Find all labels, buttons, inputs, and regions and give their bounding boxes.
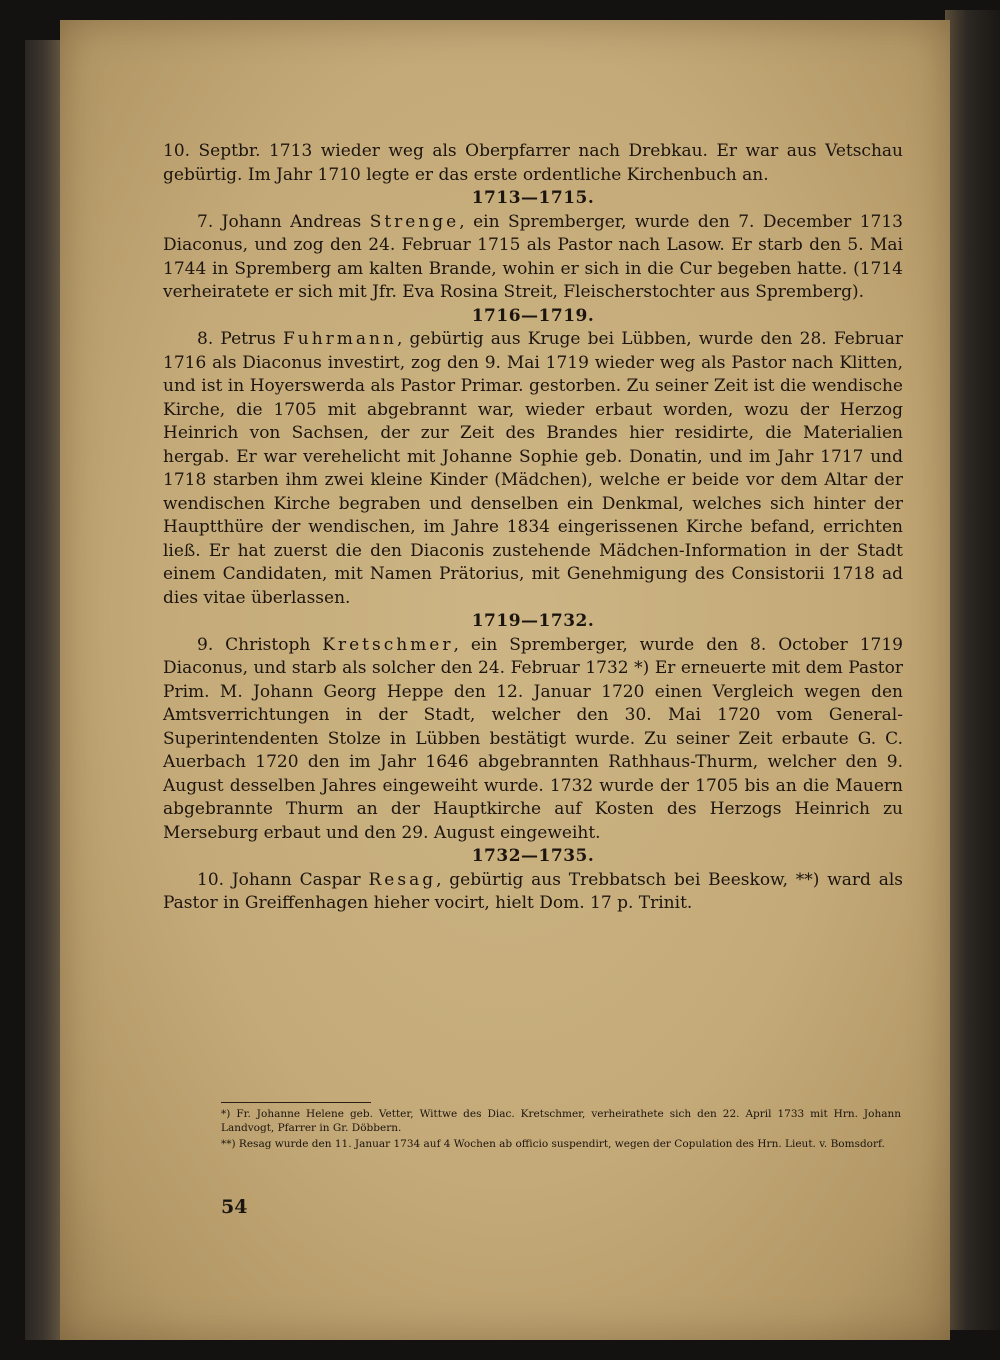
entry-name: Kretschmer xyxy=(322,634,454,655)
section-heading: 1716—1719. xyxy=(471,305,595,326)
section-heading: 1719—1732. xyxy=(471,611,595,631)
entry-paragraph xyxy=(163,328,903,610)
entry-name: Fuhrmann xyxy=(282,329,397,349)
entry-paragraph xyxy=(163,634,903,846)
entry-paragraph xyxy=(163,869,903,916)
page-number: 54 xyxy=(221,1196,248,1218)
entry-name: Resag xyxy=(368,869,437,890)
entry-lead: 9. Christoph xyxy=(197,634,323,655)
book-edge-right xyxy=(945,10,1000,1330)
entry-paragraph xyxy=(163,211,903,305)
entry-lead: 10. Johann Caspar xyxy=(197,869,369,890)
entry-lead: 8. Petrus xyxy=(197,329,283,349)
entry-name: Strenge xyxy=(369,211,460,232)
entry-body: , ein Spremberger, wurde den 7. December 1713 Diaconus, und zog den 24. Februar 1715 als Pastor nach Lasow. Er starb den 5. Mai 1744 in Spremberg am kalten Brande, wohin er sich in die Cur begeben hatte. (1714 verheiratete er sich mit Jfr. Eva Rosina Streit, Fleischerstochter aus Spremberg). xyxy=(163,211,903,302)
footnote-divider xyxy=(221,1102,371,1103)
book-spine-left xyxy=(25,40,65,1340)
entry-lead: 7. Johann Andreas xyxy=(197,211,370,232)
footnote: *) Fr. Johanne Helene geb. Vetter, Wittwe des Diac. Kretschmer, verheirathete sich den 22. April 1733 mit Hrn. Johann Landvogt, Pfarrer in Gr. Döbbern. xyxy=(221,1108,901,1134)
footnote: **) Resag wurde den 11. Januar 1734 auf 4 Wochen ab officio suspendirt, wegen der Copulation des Hrn. Lieut. v. Bomsdorf. xyxy=(221,1138,885,1150)
page-body xyxy=(163,140,903,916)
paragraph-continuation: 10. Septbr. 1713 wieder weg als Oberpfarrer nach Drebkau. Er war aus Vetschau gebürtig. Im Jahr 1710 legte er das erste ordentliche Kirchenbuch an. xyxy=(163,141,903,185)
section-heading: 1732—1735. xyxy=(471,846,595,866)
section-heading: 1713—1715. xyxy=(471,188,595,208)
entry-body: , gebürtig aus Trebbatsch bei Beeskow, **) ward als Pastor in Greiffenhagen hieher vocirt, hielt Dom. 17 p. Trinit. xyxy=(163,869,904,913)
entry-body: , ein Spremberger, wurde den 8. October 1719 Diaconus, und starb als solcher den 24. Februar 1732 *) Er erneuerte mit dem Pastor Prim. M. Johann Georg Heppe den 12. Januar 1720 einen Vergleich wegen den Amtsverrichtungen in der Stadt, welcher den 30. Mai 1720 vom General-Superintendenten Stolze in Lübben bestätigt wurde. Zu seiner Zeit erbaute G. C. Auerbach 1720 den im Jahr 1646 abgebrannten Rathhaus-Thurm, welcher den 9. August desselben Jahres eingeweiht wurde. 1732 wurde der 1705 bis an die Mauern abgebrannte Thurm an der Hauptkirche auf Kosten des Herzogs Heinrich zu Merseburg erbaut und den 29. August eingeweiht. xyxy=(163,634,903,843)
footnotes xyxy=(221,1108,901,1155)
entry-body: , gebürtig aus Kruge bei Lübben, wurde den 28. Februar 1716 als Diaconus investirt, zog den 9. Mai 1719 wieder weg als Pastor nach Klitten, und ist in Hoyerswerda als Pastor Primar. gestorben. Zu seiner Zeit ist die wendische Kirche, die 1705 mit abgebrannt war, wieder erbaut worden, wozu der Herzog Heinrich von Sachsen, der zur Zeit des Brandes hier residirte, die Materialien hergab. Er war verehelicht mit Johanne Sophie geb. Donatin, und im Jahr 1717 und 1718 starben ihm zwei kleine Kinder (Mädchen), welche er beide vor dem Altar der wendischen Kirche begraben und denselben ein Denkmal, welches sich hinter der Hauptthüre der wendischen, im Jahre 1834 eingerissenen Kirche befand, errichten ließ. Er hat zuerst die den Diaconis zustehende Mädchen-Information in der Stadt einem Candidaten, mit Namen Prätorius, mit Genehmigung des Consistorii 1718 ad dies vitae überlassen. xyxy=(163,329,903,608)
